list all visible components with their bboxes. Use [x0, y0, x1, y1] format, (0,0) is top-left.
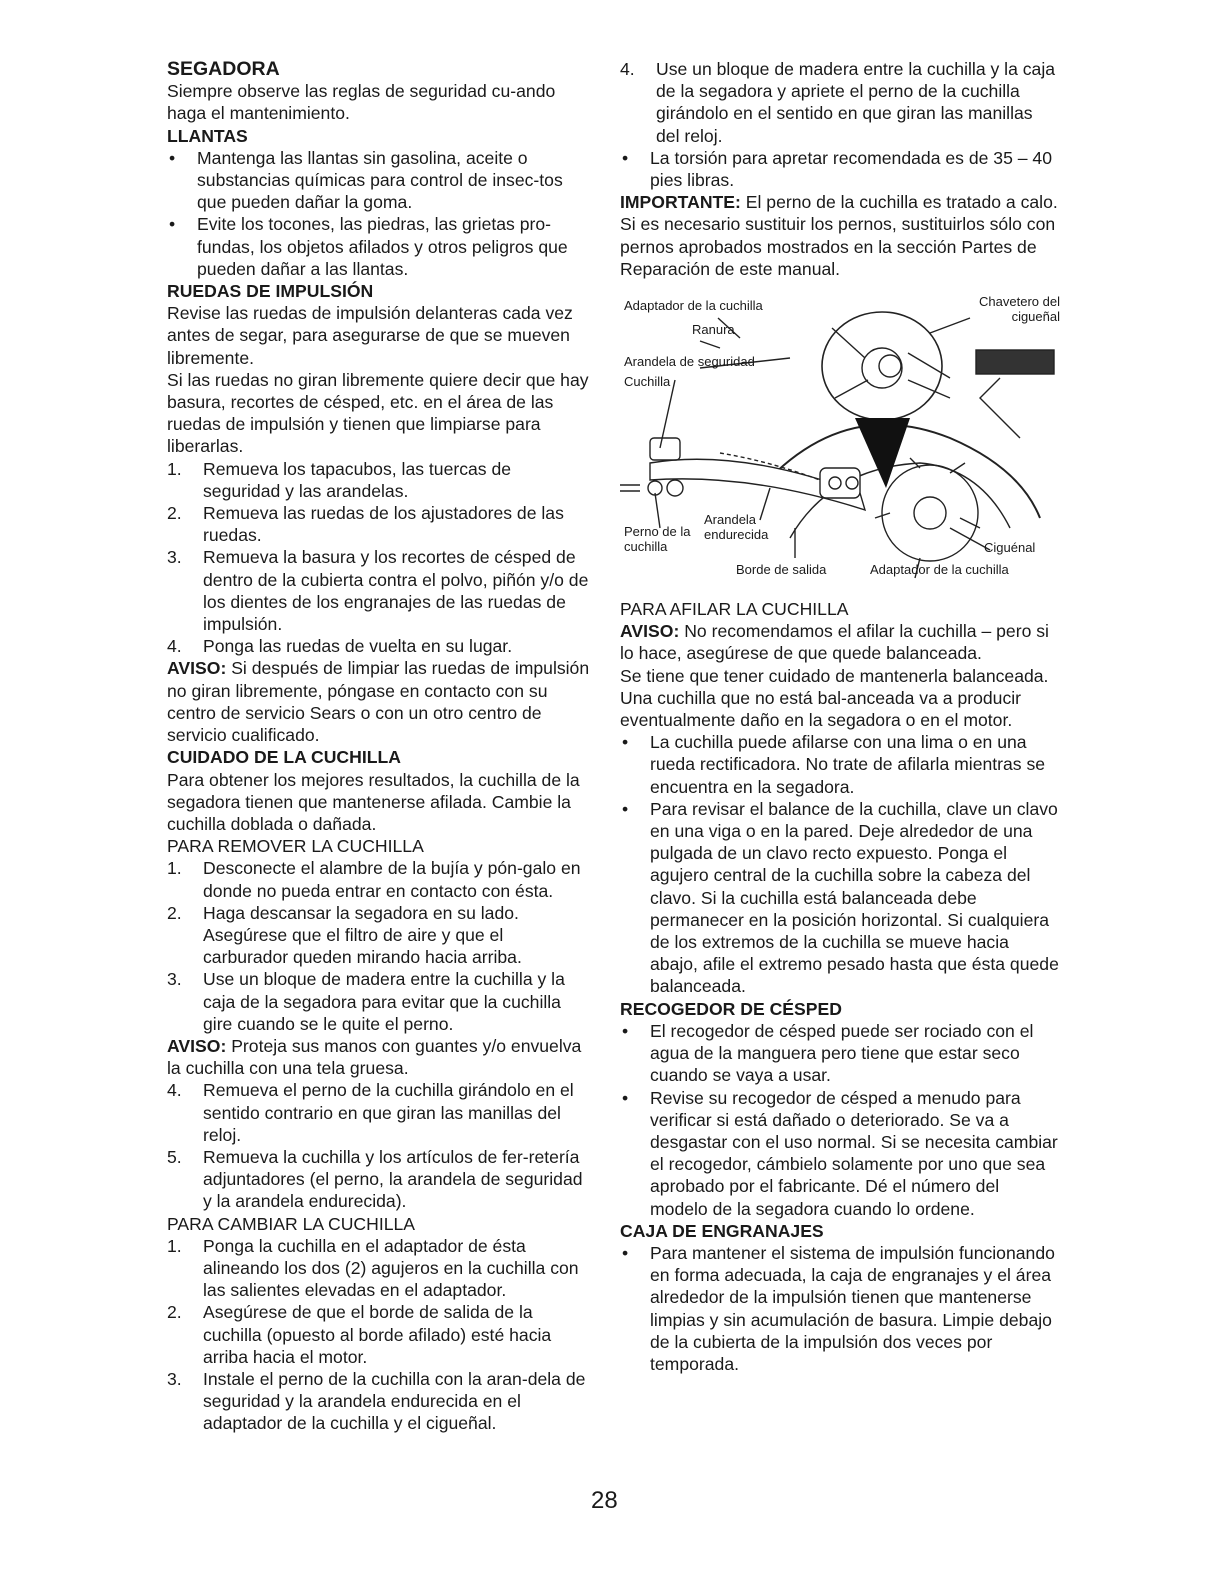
list-item: 2. Haga descansar la segadora en su lado. Asegúrese que el filtro de aire y que el carburador queden mirando hacia arriba.: [167, 902, 522, 968]
list-item: 2. Asegúrese de que el borde de salida de la cuchilla (opuesto al borde afilado) esté hacia arriba hacia el motor.: [167, 1302, 552, 1367]
section-title-segadora: SEGADORA: [167, 58, 280, 80]
list-item: 1. Remueva los tapacubos, las tuercas de seguridad y las arandelas.: [167, 458, 512, 501]
ruedas-paragraph-1: Revise las ruedas de impulsión delanteras cada vez antes de segar, para asegurarse de que se mueven libremente.: [167, 303, 573, 368]
bullet-icon: •: [622, 147, 629, 168]
list-item: 3. Remueva la basura y los recortes de césped de dentro de la cubierta contra el polvo, piñón y/o de los dientes de los engranajes de las ruedas de impulsión.: [167, 547, 589, 635]
list-item: • Para mantener el sistema de impulsión funcionando en forma adecuada, la caja de engranajes y el área alrededor de la impulsión tienen que mantenerse limpias y sin acumulación de basura. Limpie debajo de la cubierta de la impulsión dos veces por temporada.: [622, 1242, 1055, 1374]
page-number: 28: [591, 1487, 618, 1514]
label-arandela-endurecida: Arandela endurecida: [704, 512, 769, 543]
label-adaptador-bottom: Adaptador de la cuchilla: [870, 562, 1009, 578]
aviso-note: AVISO: Si después de limpiar las ruedas de impulsión no giran libremente, póngase en contacto con su centro de servicio Sears o con un otro centro de servicio cualificado.: [167, 658, 590, 746]
ruedas-paragraph-2: Si las ruedas no giran libremente quiere decir que hay basura, recortes de césped, etc. en el área de las ruedas de impulsión y tienen que limpiarse para liberarlas.: [167, 369, 589, 457]
importante-note: IMPORTANTE: El perno de la cuchilla es tratado a calo. Si es necesario sustituir los pernos, sustituirlos sólo con pernos aprobados mostrados en la sección Partes de Reparación de este manual.: [620, 192, 1058, 279]
label-chavetero: Chavetero del cigueñal: [979, 294, 1060, 325]
bullet-icon: •: [622, 732, 629, 753]
aviso-note: AVISO: Proteja sus manos con guantes y/o envuelva la cuchilla con una tela gruesa.: [167, 1035, 582, 1079]
list-item: 1. Desconecte el alambre de la bujía y pón-galo en donde no pueda entrar en contacto con ésta.: [167, 858, 581, 901]
list-item: 3. Instale el perno de la cuchilla con la aran-dela de seguridad y la arandela endurecida en el adaptador de la cuchilla y el cigueñal.: [167, 1368, 586, 1434]
bullet-icon: •: [169, 147, 176, 168]
heading-caja: CAJA DE ENGRANAJES: [620, 1220, 824, 1241]
bullet-icon: •: [622, 1242, 629, 1263]
label-ciguenal: Ciguénal: [984, 540, 1036, 556]
blade-assembly-diagram: [620, 288, 1060, 588]
list-item: 5. Remueva la cuchilla y los artículos de fer-retería adjuntadores (el perno, la arandela de seguridad y la arandela endurecida).: [167, 1146, 583, 1212]
bullet-icon: •: [622, 1020, 629, 1041]
bullet-icon: •: [622, 1087, 629, 1108]
list-item: • Mantenga las llantas sin gasolina, aceite o substancias químicas para control de insec-tos que pueden dañar la goma.: [169, 147, 563, 213]
heading-llantas: LLANTAS: [167, 125, 248, 146]
list-item: • Para revisar el balance de la cuchilla, clave un clavo en una viga o en la pared. Deje alrededor de una pulgada de un clavo recto expuesto. Ponga el agujero central de la cuchilla sobre la cabeza del clavo. Si la cuchilla está balanceada debe permanecer en la posición horizontal. Si cualquiera de los extremos de la cuchilla se mueve hacia abajo, afile el extremo pesado hasta que ésta quede balanceada.: [622, 798, 1059, 997]
label-cuchilla: Cuchilla: [624, 374, 671, 390]
heading-ruedas: RUEDAS DE IMPULSIÓN: [167, 281, 374, 302]
heading-remover: PARA REMOVER LA CUCHILLA: [167, 836, 424, 857]
list-item: 4. Ponga las ruedas de vuelta en su lugar.: [167, 636, 513, 657]
aviso-note: AVISO: No recomendamos el afilar la cuchilla – pero si lo hace, asegúrese de que quede balanceada.: [620, 621, 1049, 664]
label-perno: Perno de la cuchilla: [624, 524, 691, 555]
cuidado-paragraph: Para obtener los mejores resultados, la cuchilla de la segadora tienen que mantenerse afilada. Cambie la cuchilla doblada o dañada.: [167, 769, 580, 834]
left-column: [167, 58, 592, 1435]
intro-paragraph: Siempre observe las reglas de seguridad cu-ando haga el mantenimiento.: [167, 81, 556, 124]
list-item: 3. Use un bloque de madera entre la cuchilla y la caja de la segadora para evitar que la cuchilla gire cuando se le quite el perno.: [167, 969, 565, 1034]
label-ranura: Ranura: [692, 322, 735, 338]
heading-recogedor: RECOGEDOR DE CÉSPED: [620, 998, 842, 1019]
afilar-paragraph: Se tiene que tener cuidado de mantenerla balanceada. Una cuchilla que no está bal-anceada va a producir eventualmente daño en la segadora o en el motor.: [620, 665, 1049, 731]
list-item: • Evite los tocones, las piedras, las grietas pro-fundas, los objetos afilados y otros peligros que pueden dañar a las llantas.: [169, 214, 568, 279]
heading-cuidado: CUIDADO DE LA CUCHILLA: [167, 747, 401, 768]
label-borde: Borde de salida: [736, 562, 827, 578]
list-item: • La torsión para apretar recomendada es de 35 – 40 pies libras.: [622, 147, 1052, 191]
list-item: 1. Ponga la cuchilla en el adaptador de ésta alineando los dos (2) agujeros en la cuchilla con las salientes elevadas en el adaptador.: [167, 1235, 579, 1301]
bullet-icon: •: [169, 214, 176, 235]
label-arandela-seguridad: Arandela de seguridad: [624, 354, 755, 370]
list-item: 2. Remueva las ruedas de los ajustadores de las ruedas.: [167, 503, 564, 546]
bullet-icon: •: [622, 798, 629, 819]
right-column: [620, 58, 1060, 1375]
list-item: • Revise su recogedor de césped a menudo para verificar si está dañado o deteriorado. Se va a desgastar con el uso normal. Si se necesita cambiar el recogedor, cámbielo solamente por uno que sea aprobado por el fabricante. Dé el número del modelo de la segadora cuando lo ordene.: [622, 1087, 1058, 1219]
heading-cambiar: PARA CAMBIAR LA CUCHILLA: [167, 1213, 416, 1234]
list-item: 4. Use un bloque de madera entre la cuchilla y la caja de la segadora y apriete el perno de la cuchilla girándolo en el sentido en que giran las manillas del reloj.: [620, 59, 1056, 146]
heading-afilar: PARA AFILAR LA CUCHILLA: [620, 599, 849, 620]
list-item: • La cuchilla puede afilarse con una lima o en una rueda rectificadora. No trate de afilarla mientras se encuentra en la segadora.: [622, 732, 1046, 797]
list-item: • El recogedor de césped puede ser rociado con el agua de la manguera pero tiene que estar seco cuando se vaya a usar.: [622, 1020, 1034, 1086]
list-item: 4. Remueva el perno de la cuchilla girándolo en el sentido contrario en que giran las manillas del reloj.: [167, 1080, 574, 1145]
label-adaptador-top: Adaptador de la cuchilla: [624, 298, 763, 314]
